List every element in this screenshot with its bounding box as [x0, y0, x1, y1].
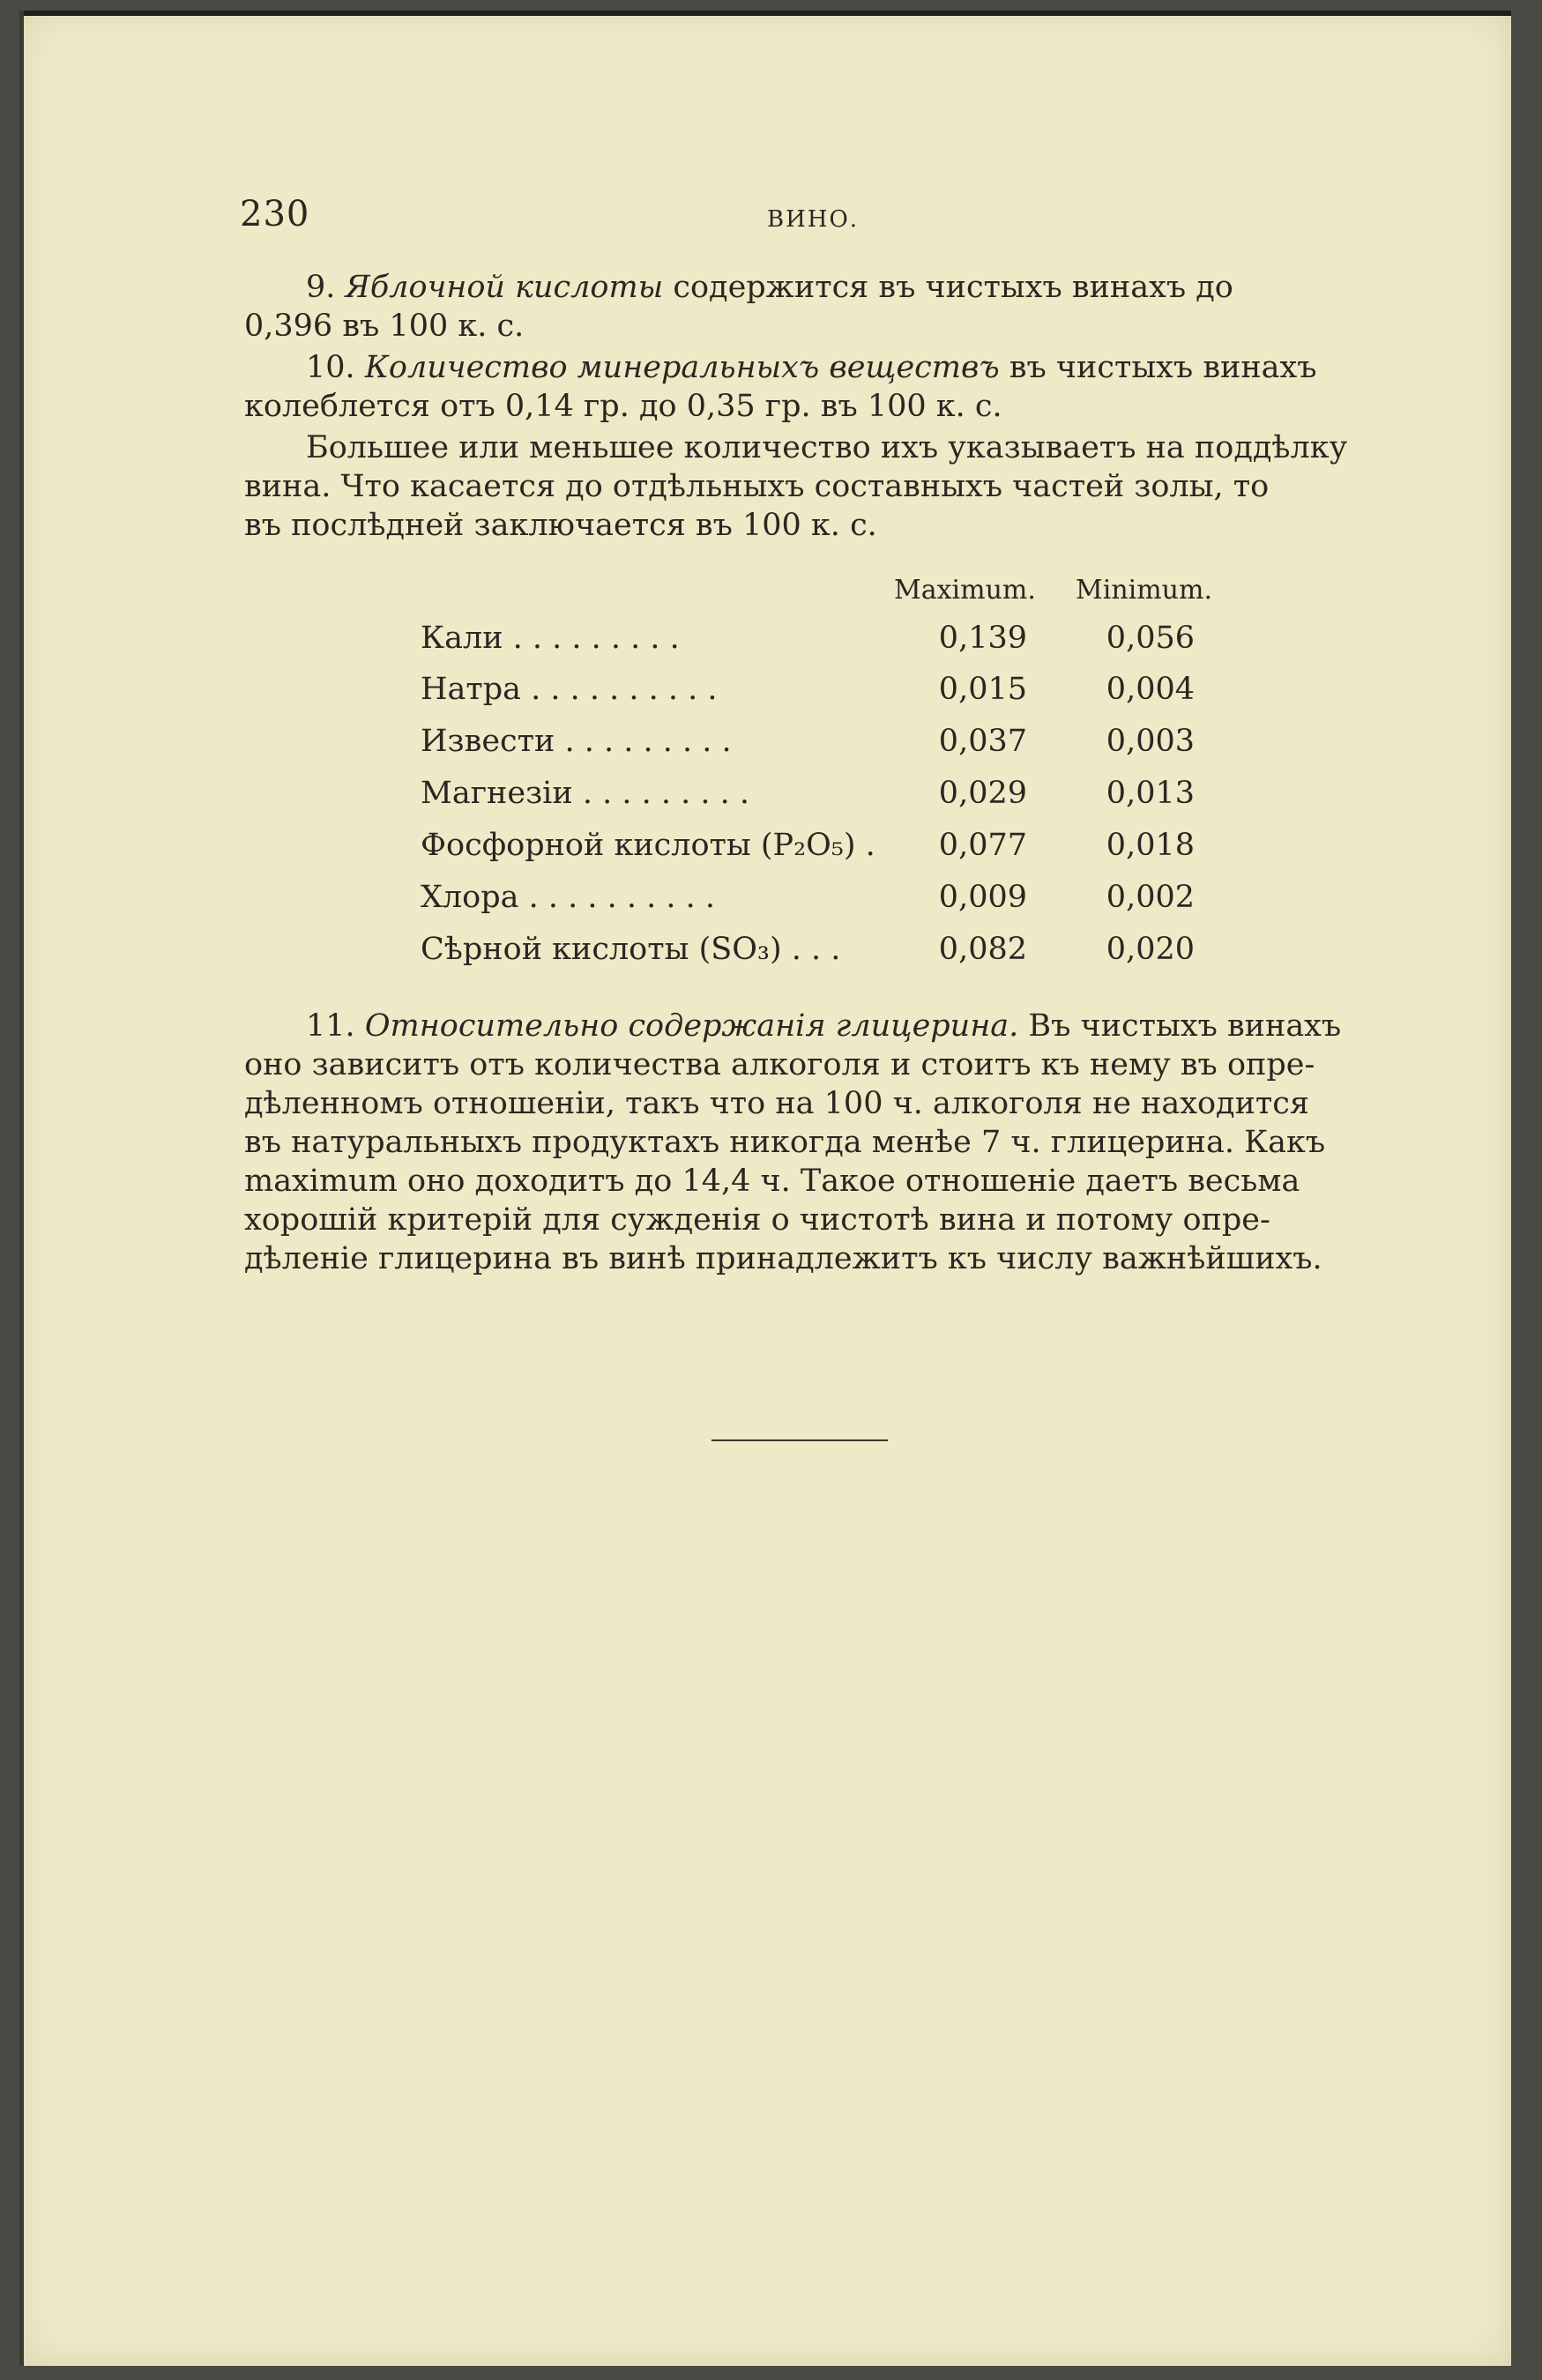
paragraph-10-line-2: колеблется отъ 0,14 гр. до 0,35 гр. въ 100 к. с.	[244, 389, 1002, 424]
row-min: 0,018	[1106, 828, 1195, 863]
row-max: 0,015	[938, 672, 1027, 707]
table-row	[421, 932, 1214, 976]
page-number: 230	[240, 194, 310, 234]
paragraph-9-line-2: 0,396 въ 100 к. с.	[244, 309, 525, 344]
paragraph-10-line-1: 10. Количество минеральныхъ веществъ въ чистыхъ винахъ	[306, 350, 1317, 385]
paragraph-11-line-6: хорошій критерій для сужденія о чистотѣ вина и потому опре-	[244, 1202, 1270, 1238]
row-min: 0,013	[1106, 776, 1195, 811]
table-header-maximum: Maximum.	[894, 575, 1036, 606]
paragraph-9	[244, 268, 1377, 346]
row-min: 0,003	[1106, 724, 1195, 759]
row-name: Фосфорной кислоты (P₂O₅) .	[421, 828, 875, 863]
row-max: 0,009	[938, 880, 1027, 915]
page-edge-top	[19, 11, 1511, 16]
row-max: 0,082	[938, 932, 1027, 967]
paragraph-11	[244, 1007, 1377, 1278]
running-head: ВИНО.	[767, 206, 860, 233]
row-name: Кали . . . . . . . . .	[421, 621, 680, 656]
row-name: Хлора . . . . . . . . . .	[421, 880, 716, 915]
paragraph-9-italic: Яблочной кислоты	[345, 270, 664, 305]
row-max: 0,139	[938, 621, 1027, 656]
row-name: Сѣрной кислоты (SO₃) . . .	[421, 932, 841, 967]
paragraph-11-line-5: maximum оно доходитъ до 14,4 ч. Такое отношеніе даетъ весьма	[244, 1164, 1300, 1199]
row-min: 0,056	[1106, 621, 1195, 656]
paragraph-11-line-7: дѣленіе глицерина въ винѣ принадлежитъ къ числу важнѣйшихъ.	[244, 1241, 1322, 1276]
table-header-minimum: Minimum.	[1076, 575, 1212, 606]
row-name: Натра . . . . . . . . . .	[421, 672, 718, 707]
table-row	[421, 880, 1214, 924]
row-max: 0,077	[938, 828, 1027, 863]
paragraph-11-italic: Относительно содержанія глицерина.	[364, 1008, 1019, 1044]
table-row	[421, 672, 1214, 716]
row-min: 0,004	[1106, 672, 1195, 707]
table-row	[421, 724, 1214, 768]
book-page	[19, 11, 1511, 2366]
row-name: Магнезіи . . . . . . . . .	[421, 776, 749, 811]
paragraph-11-line-3: дѣленномъ отношеніи, такъ что на 100 ч. алкоголя не находится	[244, 1086, 1309, 1121]
paragraph-10b-line-2: вина. Что касается до отдѣльныхъ составныхъ частей золы, то	[244, 469, 1270, 504]
row-max: 0,037	[938, 724, 1027, 759]
table-row	[421, 776, 1214, 820]
row-min: 0,020	[1106, 932, 1195, 967]
page-edge-left	[19, 11, 24, 2366]
paragraph-11-line-1: 11. Относительно содержанія глицерина. Въ чистыхъ винахъ	[306, 1008, 1342, 1044]
paragraph-10	[244, 348, 1377, 426]
paragraph-11-line-2: оно зависитъ отъ количества алкоголя и стоитъ къ нему въ опре-	[244, 1047, 1315, 1082]
table-row	[421, 828, 1214, 872]
paragraph-10b	[244, 428, 1377, 545]
paragraph-10-italic: Количество минеральныхъ веществъ	[364, 350, 1000, 385]
paragraph-10b-line-3: въ послѣдней заключается въ 100 к. с.	[244, 508, 877, 543]
table-row	[421, 621, 1214, 665]
paragraph-9-line-1: 9. Яблочной кислоты содержится въ чистыхъ винахъ до	[306, 270, 1233, 305]
row-min: 0,002	[1106, 880, 1195, 915]
paragraph-11-line-4: въ натуральныхъ продуктахъ никогда менѣе 7 ч. глицерина. Какъ	[244, 1125, 1326, 1160]
row-name: Извести . . . . . . . . .	[421, 724, 732, 759]
section-end-rule	[711, 1439, 888, 1441]
paragraph-10b-line-1: Большее или меньшее количество ихъ указываетъ на поддѣлку	[306, 430, 1348, 465]
row-max: 0,029	[938, 776, 1027, 811]
